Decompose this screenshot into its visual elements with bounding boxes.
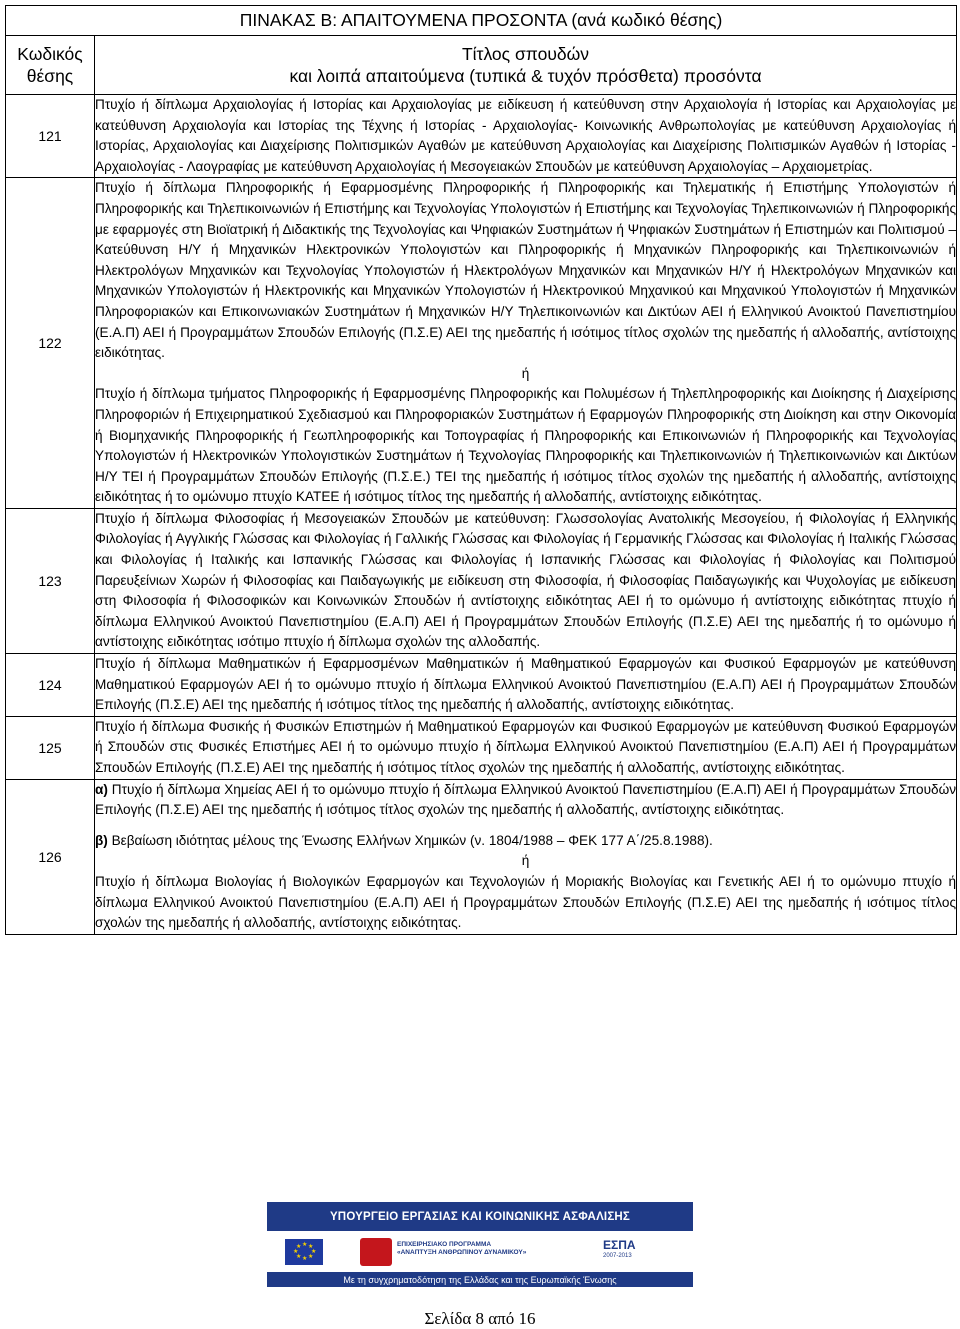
ministry-banner: ΥΠΟΥΡΓΕΙΟ ΕΡΓΑΣΙΑΣ ΚΑΙ ΚΟΙΝΩΝΙΚΗΣ ΑΣΦΑΛΙΣΗΣ <box>267 1202 693 1231</box>
table-row <box>6 95 957 178</box>
espa-years: 2007-2013 <box>603 1253 632 1259</box>
qualification-paragraph <box>95 780 956 821</box>
program-line2: «ΑΝΑΠΤΥΞΗ ΑΝΘΡΩΠΙΝΟΥ ΔΥΝΑΜΙΚΟΥ» <box>397 1249 527 1256</box>
table-row <box>6 716 957 779</box>
item-text-b: Βεβαίωση ιδιότητας μέλους της Ένωσης Ελλήνων Χημικών (ν. 1804/1988 – ΦΕΚ 177 Α΄/25.8.1988). <box>111 832 713 848</box>
table-row <box>6 779 957 934</box>
position-code: 124 <box>6 654 95 717</box>
qualification-paragraph: Πτυχίο ή δίπλωμα Αρχαιολογίας ή Ιστορίας και Αρχαιολογίας με ειδίκευση ή κατεύθυνση στην Αρχαιολογία ή Ιστορίας και Αρχαιολογίας με κατεύθυνση Αρχαιολογία και Ιστορίας της Τέχνης ή Ιστορίας - Αρχαιολογίας- Κοινωνικής Ανθρωπολογίας με κατεύθυνση Αρχαιολογίας ή Ιστορίας, Αρχαιολογίας και Διαχείρισης Πολιτισμικών Αγαθών με κατεύθυνση Αρχαιολογίας και Διαχείρισης Πολιτισμικών Αγαθών ή Ιστορίας - Αρχαιολογίας - Λαογραφίας με κατεύθυνση Αρχαιολογίας ή Μεσογειακών Σπουδών με κατεύθυνση Αρχαιολογίας – Αρχαιομετρίας. <box>95 97 957 174</box>
position-code: 122 <box>6 178 95 509</box>
qualifications-text <box>95 178 957 509</box>
qualifications-text <box>95 779 957 934</box>
qualifications-text <box>95 508 957 653</box>
qualifications-text <box>95 654 957 717</box>
qualification-paragraph: Πτυχίο ή δίπλωμα Φυσικής ή Φυσικών Επιστημών ή Μαθηματικού Εφαρμογών και Φυσικού Εφαρμογών με κατεύθυνση Φυσικού Εφαρμογών ή Σπουδών στις Φυσικές Επιστήμες ΑΕΙ ή το ομώνυμο πτυχίο ή δίπλωμα Ελληνικού Ανοικτού Πανεπιστημίου (Ε.Α.Π) ΑΕΙ ή Προγραμμάτων Σπουδών Επιλογής (Π.Σ.Ε) ΑΕΙ της ημεδαπής ή ισότιμος τίτλος σχολών της ημεδαπής ή αλλοδαπής, αντίστοιχης ειδικότητας. <box>95 718 957 775</box>
header-code-line1: Κωδικός <box>17 44 83 64</box>
page-number: Σελίδα 8 από 16 <box>424 1309 536 1328</box>
item-label-b: β) <box>95 832 108 848</box>
program-line1: ΕΠΙΧΕΙΡΗΣΙΑΚΟ ΠΡΟΓΡΑΜΜΑ <box>397 1241 492 1248</box>
position-code: 125 <box>6 716 95 779</box>
eu-flag-icon: ★ ★ ★ ★ ★ ★ ★ ★ <box>285 1239 323 1265</box>
position-code: 123 <box>6 508 95 653</box>
qualification-paragraph <box>95 831 956 852</box>
table-row <box>6 654 957 717</box>
header-desc-line2: και λοιπά απαιτούμενα (τυπικά & τυχόν πρόσθετα) προσόντα <box>289 66 762 86</box>
table-row <box>6 508 957 653</box>
position-code: 121 <box>6 95 95 178</box>
table-row <box>6 178 957 509</box>
espa-logo <box>603 1238 675 1266</box>
qualification-paragraph: Πτυχίο ή δίπλωμα Μαθηματικών ή Εφαρμοσμένων Μαθηματικών ή Μαθηματικού Εφαρμογών και Φυσικού Εφαρμογών με κατεύθυνση Μαθηματικού Εφαρμογών ΑΕΙ ή το ομώνυμο πτυχίο ή δίπλωμα Ελληνικού Ανοικτού Πανεπιστημίου (Ε.Α.Π) ΑΕΙ ή Προγραμμάτων Σπουδών Επιλογής (Π.Σ.Ε) ΑΕΙ της ημεδαπής ή ισότιμος τίτλος της ημεδαπής ή αλλοδαπής, αντίστοιχης ειδικότητας. <box>95 656 957 713</box>
header-description <box>95 36 957 95</box>
header-code-line2: θέσης <box>26 66 74 86</box>
item-text-a: Πτυχίο ή δίπλωμα Χημείας ΑΕΙ ή το ομώνυμο πτυχίο ή δίπλωμα Ελληνικού Ανοικτού Πανεπιστημίου (Ε.Α.Π) ΑΕΙ ή Προγραμμάτων Σπουδών Επιλογής (Π.Σ.Ε) ΑΕΙ της ημεδαπής ή ισότιμος τίτλος σχολών της ημεδαπής ή αλλοδαπής, αντίστοιχης ειδικότητας. <box>95 781 957 818</box>
cofunding-slogan: Με τη συγχρηματοδότηση της Ελλάδας και της Ευρωπαϊκής Ένωσης <box>267 1272 693 1287</box>
requirements-table <box>5 5 957 935</box>
position-code: 126 <box>6 779 95 934</box>
qualifications-text <box>95 716 957 779</box>
qualification-paragraph: Πτυχίο ή δίπλωμα τμήματος Πληροφορικής ή Εφαρμοσμένης Πληροφορικής και Πολυμέσων ή Τηλεπληροφορικής και Διοίκησης ή Διαχείρισης Πληροφοριών ή Επιχειρηματικού Σχεδιασμού και Πληροφοριακών Συστημάτων ή Εφαρμογών Πληροφορικής στη Διοίκηση και στην Οικονομία ή Βιομηχανικής Πληροφορικής ή Γεωπληροφορικής και Τοπογραφίας ή Πληροφορικής και Επικοινωνιών ή Πληροφορικής και Τεχνολογίας Υπολογιστών ή Ηλεκτρονικών Υπολογιστικών Συστημάτων ή Τεχνολογίας Πληροφορικής και Τηλεπικοινωνιών ή Τηλεπικοινωνιών και Δικτύων Η/Υ ΤΕΙ ή Προγραμμάτων Σπουδών Επιλογής (Π.Σ.Ε.) ΤΕΙ της ημεδαπής ή ισότιμος τίτλος σχολών της ημεδαπής ή αλλοδαπής, αντίστοιχης ειδικότητας ή το ομώνυμο πτυχίο ΚΑΤΕΕ ή ισότιμος τίτλος της ημεδαπής ή αλλοδαπής, αντίστοιχης ειδικότητας. <box>95 386 957 505</box>
alternative-separator: ή <box>521 853 530 869</box>
qualification-paragraph: Πτυχίο ή δίπλωμα Πληροφορικής ή Εφαρμοσμένης Πληροφορικής ή Πληροφορικής και Τηλεματικής ή Επιστήμης Υπολογιστών ή Πληροφορικής και Τηλεπικοινωνιών ή Επιστήμης και Τεχνολογίας Υπολογιστών ή Επιστήμης και Τεχνολογίας Τηλεπικοινωνιών ή Πληροφορικής με εφαρμογές στη Βιοϊατρική ή Διδακτικής της Τεχνολογίας και Ψηφιακών Συστημάτων ή Ψηφιακών Συστημάτων ή Επιστημών και Πολιτισμού – Κατεύθυνση Η/Υ ή Μηχανικών Ηλεκτρονικών Υπολογιστών και Πληροφορικής ή Μηχανικών Πληροφορικής και Τηλεπικοινωνιών ή Ηλεκτρολόγων Μηχανικών και Τεχνολογίας Υπολογιστών ή Ηλεκτρολόγων Μηχανικών και Μηχανικών Η/Υ ή Ηλεκτρολόγων Μηχανικών και Μηχανικών Υπολογιστών ή Ηλεκτρονικής και Μηχανικών Υπολογιστών ή Ηλεκτρονικού Μηχανικού και Μηχανικού Υπολογιστών ή Μηχανικών Πληροφοριακών και Επικοινωνιακών Συστημάτων ή Μηχανικών Η/Υ Τηλεπικοινωνιών και Δικτύων ΑΕΙ ή Ελληνικού Ανοικτού Πανεπιστημίου (Ε.Α.Π) ΑΕΙ ή Προγραμμάτων Σπουδών Επιλογής (Π.Σ.Ε) ΑΕΙ της ημεδαπής ή ισότιμος τίτλος σχολών της ημεδαπής ή αλλοδαπής, αντίστοιχης ειδικότητας. <box>95 180 957 361</box>
operational-program-name <box>397 1241 547 1257</box>
table-title: ΠΙΝΑΚΑΣ Β: ΑΠΑΙΤΟΥΜΕΝΑ ΠΡΟΣΟΝΤΑ (ανά κωδικό θέσης) <box>6 6 957 36</box>
qualification-paragraph: Πτυχίο ή δίπλωμα Φιλοσοφίας ή Μεσογειακών Σπουδών με κατεύθυνση: Γλωσσολογίας Ανατολικής Μεσογείου, ή Φιλολογίας ή Ελληνικής Φιλολογίας ή Αγγλικής Γλώσσας και Φιλολογίας ή Γαλλικής Γλώσσας και Φιλολογίας ή Γερμανικής Γλώσσας και Φιλολογίας ή Ιταλικής Γλώσσας και Φιλολογίας ή Ιταλικής και Ισπανικής Γλώσσας και Φιλολογίας ή Ισπανικής Γλώσσας και Φιλολογίας ή Φιλολογίας και Πολιτισμού Παρευξείνιων Χωρών ή Φιλοσοφίας και Παιδαγωγικής με ειδίκευση στη Φιλοσοφία, ή Φιλοσοφίας Παιδαγωγικής και Ψυχολογίας με ειδίκευση στη Φιλοσοφία ή Φιλοσοφικών και Κοινωνικών Σπουδών ή αντίστοιχης ειδικότητας ΑΕΙ ή το ομώνυμο ή αντίστοιχης ειδικότητας πτυχίο ή δίπλωμα Ελληνικού Ανοικτού Πανεπιστημίου (Ε.Α.Π) ΑΕΙ ή Προγραμμάτων Σπουδών Επιλογής (Π.Σ.Ε) ΑΕΙ της ημεδαπής ή το ομώνυμο ή αντίστοιχης ειδικότητας ισότιμο πτυχίο ή δίπλωμα σχολών της αλλοδαπής. <box>95 510 957 650</box>
funding-logos <box>267 1235 693 1269</box>
operational-program-logo-icon <box>360 1238 392 1266</box>
header-code <box>6 36 95 95</box>
header-desc-line1: Τίτλος σπουδών <box>461 44 590 64</box>
espa-name: ΕΣΠΑ <box>603 1238 636 1252</box>
alternative-separator: ή <box>521 365 530 381</box>
qualifications-text <box>95 95 957 178</box>
qualification-paragraph: Πτυχίο ή δίπλωμα Βιολογίας ή Βιολογικών Εφαρμογών και Τεχνολογιών ή Μοριακής Βιολογίας και Γενετικής ΑΕΙ ή το ομώνυμο πτυχίο ή δίπλωμα Ελληνικού Ανοικτού Πανεπιστημίου (Ε.Α.Π) ΑΕΙ ή Προγραμμάτων Σπουδών Επιλογής (Π.Σ.Ε) ΑΕΙ της ημεδαπής ή ισότιμος τίτλος σχολών της ημεδαπής ή αλλοδαπής, αντίστοιχης ειδικότητας. <box>95 873 957 931</box>
item-label-a: α) <box>95 781 108 797</box>
